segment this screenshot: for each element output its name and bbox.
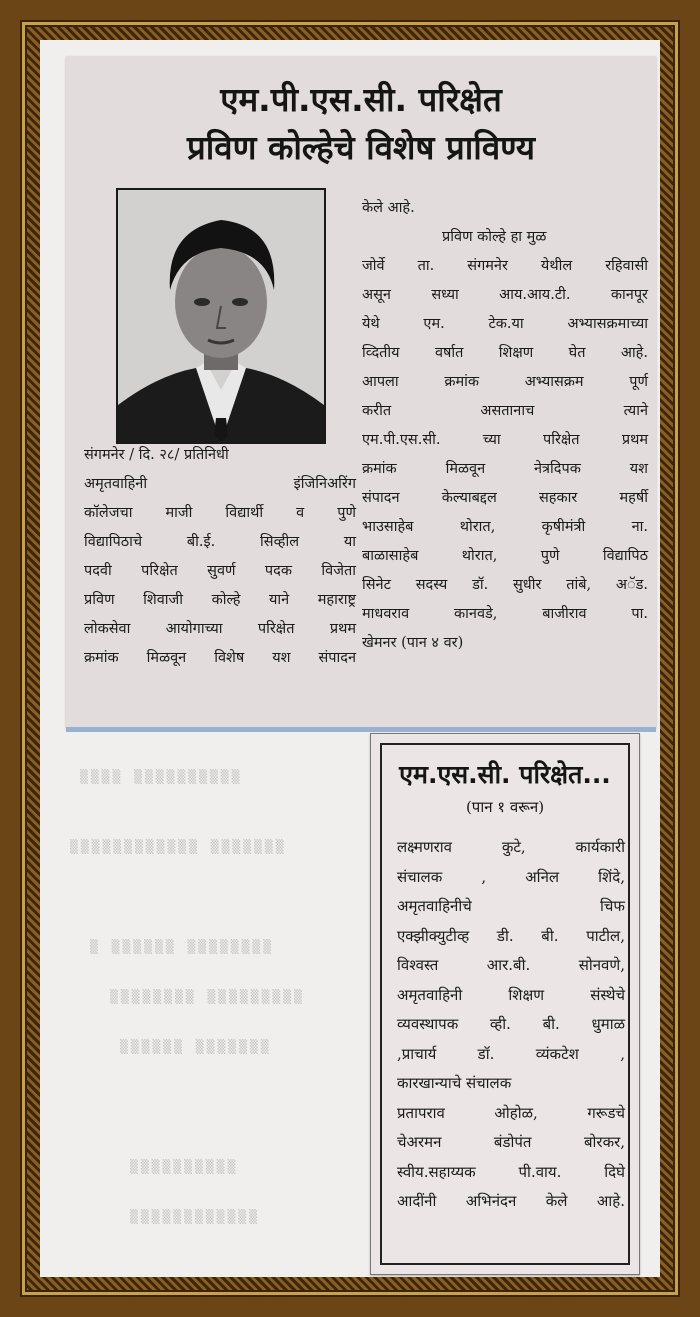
continuation-line: आदींनी अभिनंदन केले आहे. (397, 1192, 625, 1210)
headline-line-1: एम.पी.एस.सी. परिक्षेत (220, 80, 502, 119)
article-line: संपादन केल्याबद्दल सहकार महर्षी (362, 490, 648, 506)
article-line: जोर्वे ता. संगमनेर येथील रहिवासी (362, 258, 648, 274)
continuation-line: चेअरमन बंडोपंत बोरकर, (397, 1133, 625, 1151)
continuation-line: ,प्राचार्य डॉ. व्यंकटेश , (397, 1044, 625, 1063)
article-line: पदवी परिक्षेत सुवर्ण पदक विजेता (84, 563, 356, 579)
article-line: असून सध्या आय.आय.टी. कानपूर (362, 287, 648, 303)
continuation-subtitle: (पान १ वरून) (465, 798, 545, 816)
article-line: लोकसेवा आयोगाच्या परिक्षेत प्रथम (84, 621, 356, 637)
article-line: प्रविण शिवाजी कोल्हे याने महाराष्ट्र (84, 592, 356, 608)
headline (76, 76, 646, 172)
newspaper-clipping-main (66, 56, 656, 728)
article-line: केले आहे. (362, 200, 415, 216)
article-line: करीत असतानाच त्याने (362, 403, 648, 419)
article-line: अमृतवाहिनी इंजिनिअरिंग (84, 476, 356, 492)
article-line: संगमनेर / दि. २८/ प्रतिनिधी (84, 447, 229, 463)
article-left-column (84, 441, 356, 673)
portrait-photo (116, 188, 326, 444)
backing-paper: ▒▒▒▒ ▒▒▒▒▒▒▒▒▒▒ ▒▒▒▒▒▒▒▒▒▒▒▒ ▒▒▒▒▒▒▒ ▒ ▒▒▒▒▒▒ ▒▒▒▒▒▒▒▒ ▒▒▒▒▒▒▒▒ ▒▒▒▒▒▒▒▒▒ ▒▒▒▒▒▒ ▒▒▒▒▒▒▒ ▒▒▒▒▒▒▒▒▒▒ ▒▒▒▒▒▒▒▒▒▒▒▒ (40, 40, 660, 1277)
continuation-line: स्वीय.सहाय्यक पी.वाय. दिघे (397, 1162, 625, 1181)
article-line: बाळासाहेब थोरात, पुणे विद्यापिठ (362, 548, 648, 564)
article-line: एम.पी.एस.सी. च्या परिक्षेत प्रथम (362, 432, 648, 448)
continuation-line: अमृतवाहिनी शिक्षण संस्थेचे (397, 985, 625, 1004)
article-line: आपला क्रमांक अभ्यासक्रम पूर्ण (362, 374, 648, 390)
article-line: क्रमांक मिळवून विशेष यश संपादन (84, 650, 356, 666)
portrait-photo-image (118, 190, 324, 442)
article-line: येथे एम. टेक.या अभ्यासक्रमाच्या (362, 316, 648, 332)
article-line: सिनेट सदस्य डॉ. सुधीर तांबे, अॅड. (362, 577, 648, 593)
continuation-line: व्यवस्थापक व्ही. बी. धुमाळ (397, 1015, 625, 1033)
article-line: माधवराव कानवडे, बाजीराव पा. (362, 606, 648, 622)
continuation-line: कारखान्याचे संचालक (397, 1074, 512, 1092)
headline-line-2: प्रविण कोल्हेचे विशेष प्राविण्य (186, 128, 536, 167)
continuation-line: विश्वस्त आर.बी. सोनवणे, (397, 956, 625, 974)
article-line: भाउसाहेब थोरात, कृषीमंत्री ना. (362, 519, 648, 535)
continuation-border (380, 743, 630, 1265)
continuation-line: एक्झीक्युटीव्ह डी. बी. पाटील, (397, 926, 625, 945)
article-line: प्रविण कोल्हे हा मुळ (442, 229, 547, 245)
continuation-title: एम.एस.सी. परिक्षेत... (399, 760, 611, 789)
article-line: क्रमांक मिळवून नेत्रदिपक यश (362, 461, 648, 477)
continuation-line: अमृतवाहिनीचे चिफ (397, 897, 625, 915)
continuation-line: प्रतापराव ओहोळ, गरूडचे (397, 1103, 625, 1122)
continuation-line: संचालक , अनिल शिंदे, (397, 867, 625, 886)
continuation-body (397, 833, 625, 1217)
article-line: कॉलेजचा माजी विद्यार्थी व पुणे (84, 505, 356, 521)
article-line: व्दितीय वर्षात शिक्षण घेत आहे. (362, 345, 648, 361)
newspaper-clipping-continuation (370, 733, 640, 1275)
article-line: खेमनर (पान ४ वर) (362, 635, 464, 651)
article-line: विद्यापिठाचे बी.ई. सिव्हील या (84, 534, 356, 550)
continuation-line: लक्ष्मणराव कुटे, कार्यकारी (397, 838, 625, 856)
article-right-column (362, 194, 648, 658)
